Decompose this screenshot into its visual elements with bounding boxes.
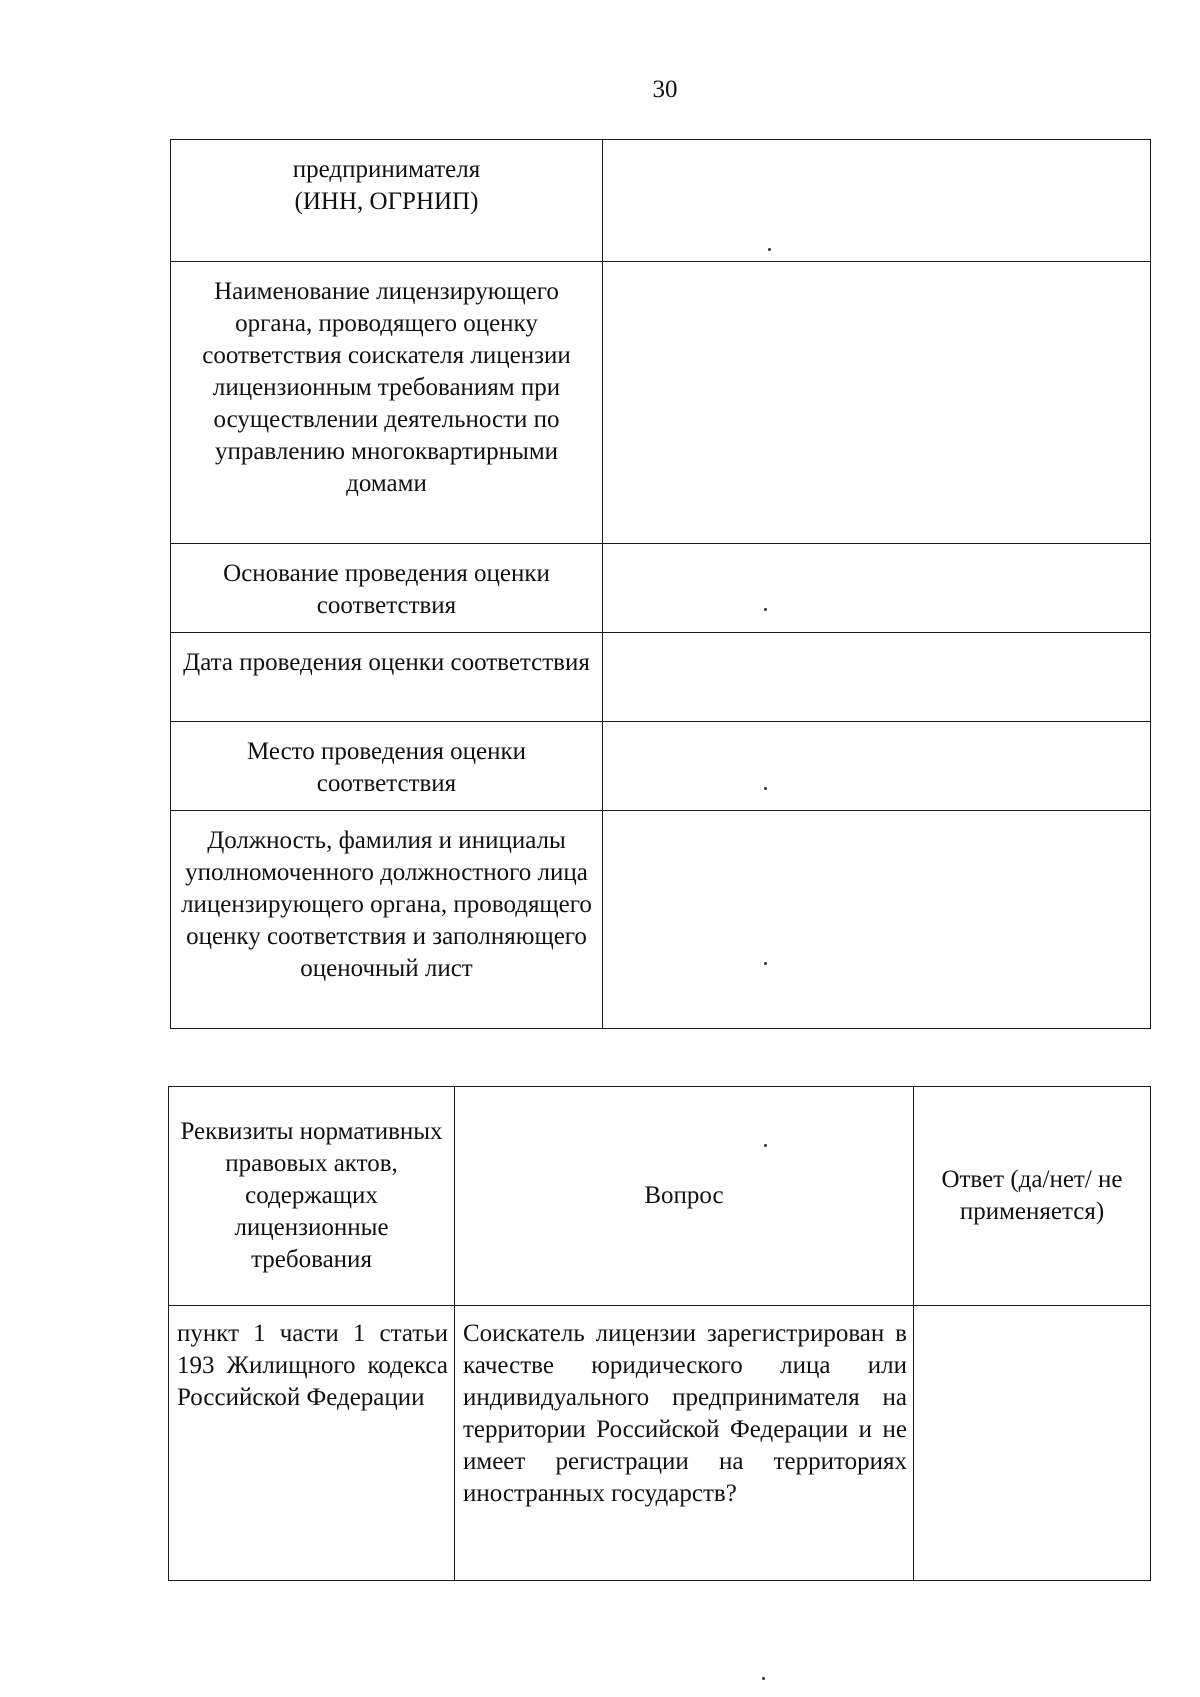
table-row (171, 722, 1151, 811)
scan-speck (764, 608, 767, 611)
assessment-place-label: Место проведения оценки соответствия (171, 722, 603, 811)
official-label: Должность, фамилия и инициалы уполномоченного должностного лица лицензирующего органа, проводящего оценку соответствия и заполняющего оценочный лист (171, 811, 603, 1029)
assessment-basis-value[interactable] (603, 544, 1151, 633)
scan-speck (764, 787, 767, 790)
scan-speck (764, 1144, 767, 1147)
scan-speck (762, 1677, 765, 1680)
table-header-row (169, 1087, 1151, 1306)
table-row (171, 140, 1151, 262)
licensing-authority-value[interactable] (603, 262, 1151, 544)
entrepreneur-ids-value[interactable] (603, 140, 1151, 262)
assessment-place-value[interactable] (603, 722, 1151, 811)
page-number: 30 (652, 76, 678, 103)
table-row (171, 811, 1151, 1029)
requisites-cell: пункт 1 части 1 статьи 193 Жилищного кодекса Российской Федерации (169, 1306, 455, 1581)
entrepreneur-ids-label: предпринимателя (ИНН, ОГРНИП) (171, 140, 603, 262)
column-header-requisites: Реквизиты нормативных правовых актов, содержащих лицензионные требования (169, 1087, 455, 1306)
question-cell: Соискатель лицензии зарегистрирован в качестве юридического лица или индивидуального предпринимателя на территории Российской Федерации и не имеет регистрации на территориях иностранных государств? (455, 1306, 914, 1581)
assessment-date-label: Дата проведения оценки соответствия (171, 633, 603, 722)
table-row (171, 544, 1151, 633)
column-header-question: Вопрос (455, 1087, 914, 1306)
scan-speck (764, 962, 767, 965)
table-row (171, 262, 1151, 544)
table-row (171, 633, 1151, 722)
column-header-answer: Ответ (да/нет/ не применяется) (914, 1087, 1151, 1306)
assessment-basis-label: Основание проведения оценки соответствия (171, 544, 603, 633)
licensing-requirements-table (168, 1086, 1151, 1581)
licensing-authority-label: Наименование лицензирующего органа, проводящего оценку соответствия соискателя лицензии лицензионным требованиям при осуществлении деятельности по управлению многоквартирными домами (171, 262, 603, 544)
scan-speck (768, 248, 771, 251)
assessment-date-value[interactable] (603, 633, 1151, 722)
official-value[interactable] (603, 811, 1151, 1029)
table-row (169, 1306, 1151, 1581)
answer-cell[interactable] (914, 1306, 1151, 1581)
applicant-info-table (170, 139, 1151, 1029)
